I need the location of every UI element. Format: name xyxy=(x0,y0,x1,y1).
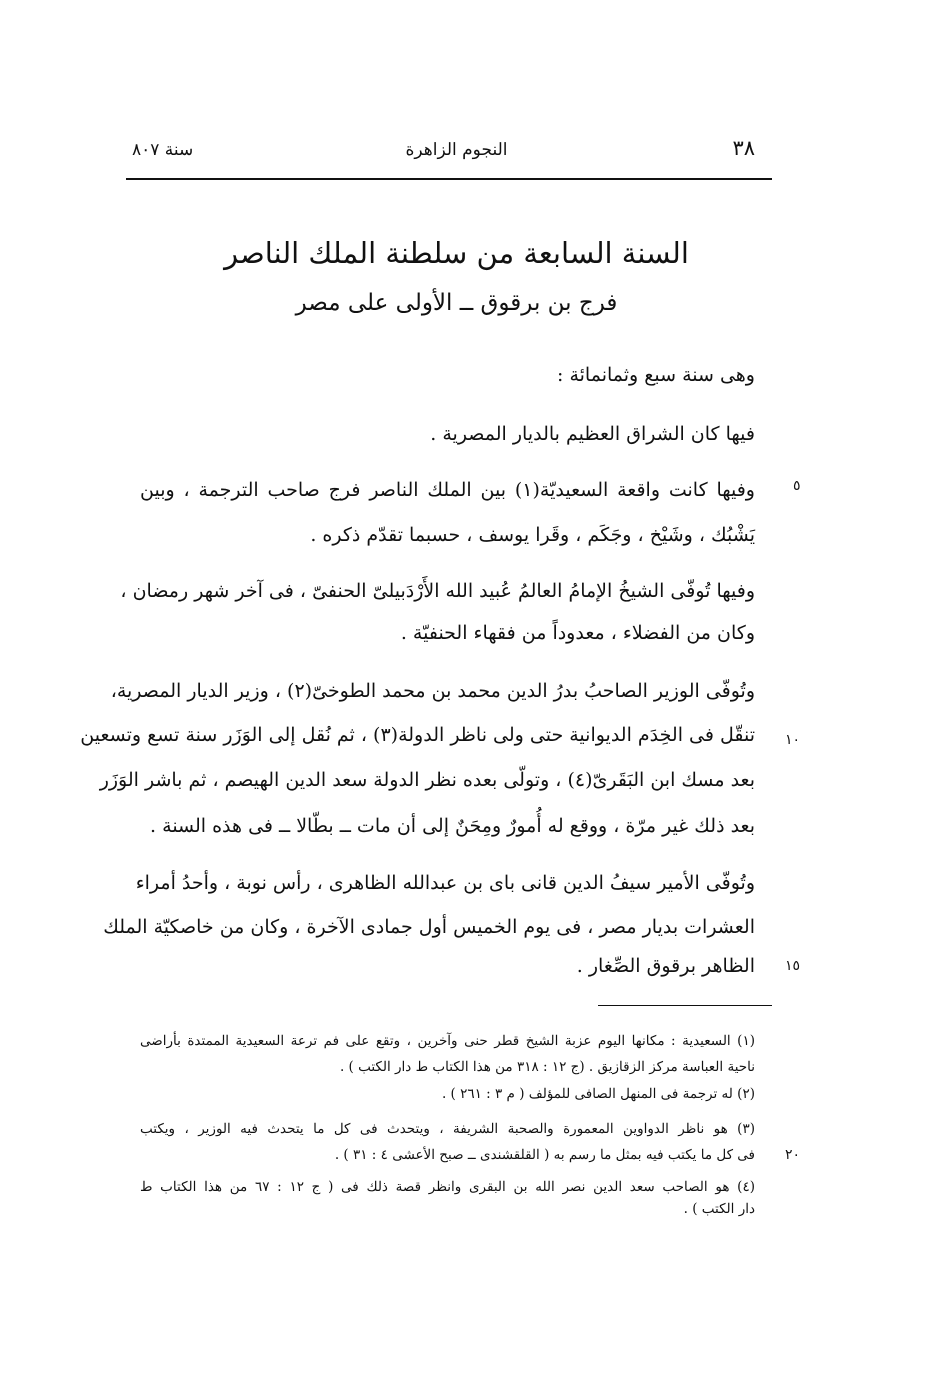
body-line: وكان من الفضلاء ، معدوداً من فقهاء الحنفيّة . xyxy=(400,622,755,644)
header-rule xyxy=(126,178,772,180)
body-line: تنقّل فى الخِدَم الديوانية حتى ولى ناظر الدولة(٣) ، ثم نُقل إلى الوَزَر سنة تسع وتسعين xyxy=(80,724,755,746)
body-line: وفيها كانت واقعة السعيديّة(١) بين الملك الناصر فرج صاحب الترجمة ، وبين xyxy=(140,479,755,501)
section-subtitle: فرج بن برقوق ــ الأولى على مصر xyxy=(295,290,618,316)
footnote-line: (٤) هو الصاحب سعد الدين نصر الله بن البقرى وانظر قصة ذلك فى ( ج ١٢ : ٦٧ من هذا الكتاب ط xyxy=(140,1179,755,1195)
line-number: ١٥ xyxy=(785,958,801,974)
running-year: سنة ٨٠٧ xyxy=(132,140,194,160)
body-line: وهى سنة سبع وثمانمائة : xyxy=(557,364,755,386)
body-line: فيها كان الشراق العظيم بالديار المصرية . xyxy=(430,423,755,445)
line-number: ٥ xyxy=(793,478,801,494)
running-title: النجوم الزاهرة xyxy=(405,140,508,160)
body-line: الظاهر برقوق الصِّغار . xyxy=(576,955,755,977)
body-line: بعد مسك ابن البَقَرىّ(٤) ، وتولّى بعده نظر الدولة سعد الدين الهيصم ، ثم باشر الوَزَر xyxy=(99,769,755,791)
page-number: ٣٨ xyxy=(732,136,755,160)
body-line: وتُوفّى الأمير سيفُ الدين قانى باى بن عبدالله الظاهرى ، رأس نوبة ، وأحدُ أمراء xyxy=(135,872,755,894)
footnote-line: (١) السعيدية : مكانها اليوم عزبة الشيخ قطر حنى وآخرين ، وتقع على فم ترعة السعيدية الممتدة بأراضى xyxy=(140,1033,755,1049)
body-line: وتُوفّى الوزير الصاحبُ بدرُ الدين محمد بن محمد الطوخىّ(٢) ، وزير الديار المصرية، xyxy=(110,680,755,702)
footnote-line: فى كل ما يكتب فيه بمثل ما رسم به ( القلقشندى ــ صبح الأعشى ٤ : ٣١ ) . xyxy=(334,1147,755,1163)
footnote-rule xyxy=(598,1005,772,1006)
footnote-line: (٣) هو ناظر الدواوين المعمورة والصحبة الشريفة ، ويتحدث فى كل ما يتحدث فيه الوزير ، ويكتب xyxy=(140,1121,755,1137)
line-number: ١٠ xyxy=(785,732,801,748)
body-line: بعد ذلك غير مرّة ، ووقع له أُمورٌ ومِحَنٌ إلى أن مات ــ بطّالا ــ فى هذه السنة . xyxy=(150,815,755,837)
footnote-line: ناحية العباسة مركز الزقازيق . (ج ١٢ : ٣١٨ من هذا الكتاب ط دار الكتب ) . xyxy=(339,1059,755,1075)
section-title: السنة السابعة من سلطنة الملك الناصر xyxy=(224,236,689,270)
line-number: ٢٠ xyxy=(785,1147,801,1163)
body-line: يَشْبُك ، وشَيْخ ، وجَكَم ، وقَرا يوسف ، حسبما تقدّم ذكره . xyxy=(310,524,755,546)
body-line: العشرات بديار مصر ، فى يوم الخميس أول جمادى الآخرة ، وكان من خاصكيّة الملك xyxy=(103,916,755,938)
footnote-line: (٢) له ترجمة فى المنهل الصافى للمؤلف ( م ٣ : ٢٦١ ) . xyxy=(441,1086,755,1102)
body-line: وفيها تُوفّى الشيخُ الإمامُ العالمُ عُبيد الله الأَرْدَبيلىّ الحنفىّ ، فى آخر شهر رمضان ، xyxy=(120,580,755,602)
footnote-line: دار الكتب ) . xyxy=(683,1201,755,1217)
